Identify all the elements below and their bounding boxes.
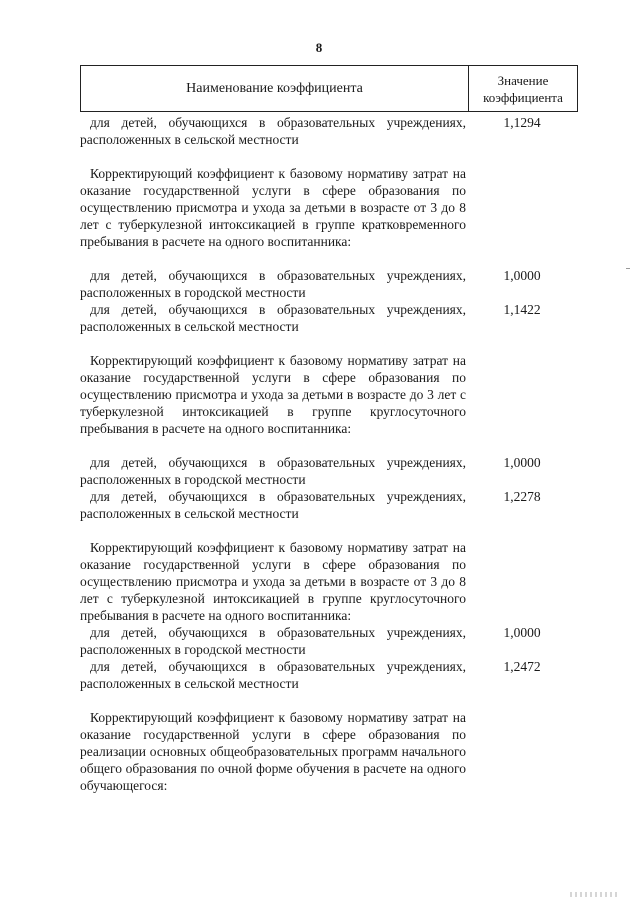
row-label: для детей, обучающихся в образовательных учреждениях, расположенных в сельской местности xyxy=(80,489,466,521)
header-value-column xyxy=(469,66,577,111)
header-name-column: Наименование коэффициента xyxy=(81,66,469,111)
row-value: 1,0000 xyxy=(503,268,541,283)
coefficient-row-urban-1 xyxy=(80,267,578,301)
coefficient-row-urban-2 xyxy=(80,454,578,488)
row-value: 1,2278 xyxy=(503,489,541,504)
table-header xyxy=(80,65,578,112)
coefficient-row-rural-0 xyxy=(80,114,578,148)
row-value: 1,1422 xyxy=(503,302,541,317)
margin-mark xyxy=(626,268,630,269)
row-label: для детей, обучающихся в образовательных учреждениях, расположенных в сельской местности xyxy=(80,302,466,334)
row-value: 1,0000 xyxy=(503,455,541,470)
row-label: для детей, обучающихся в образовательных учреждениях, расположенных в сельской местности xyxy=(80,115,466,147)
scan-artifact xyxy=(570,892,618,897)
row-label: для детей, обучающихся в образовательных учреждениях, расположенных в городской местности xyxy=(80,455,466,487)
row-label: для детей, обучающихся в образовательных учреждениях, расположенных в городской местности xyxy=(80,625,466,657)
row-value: 1,2472 xyxy=(503,659,541,674)
coefficient-row-rural-3 xyxy=(80,658,578,692)
row-label: для детей, обучающихся в образовательных учреждениях, расположенных в городской местности xyxy=(80,268,466,300)
row-value: 1,1294 xyxy=(503,115,541,130)
section-heading-2: Корректирующий коэффициент к базовому нормативу затрат на оказание государственной услуги в сфере образования по осуществлению присмотра и ухода за детьми в возрасте до 3 лет с туберкулезной интоксикацией в группе круглосуточного пребывания в расчете на одного воспитанника: xyxy=(80,353,466,436)
row-value: 1,0000 xyxy=(503,625,541,640)
page-number: 8 xyxy=(315,40,323,55)
coefficient-row-rural-1 xyxy=(80,301,578,335)
section-heading-4: Корректирующий коэффициент к базовому нормативу затрат на оказание государственной услуги в сфере образования по реализации основных общеобразовательных программ начального общего образования по очной форме обучения в расчете на одного обучающегося: xyxy=(80,710,466,793)
coefficient-list xyxy=(80,114,578,794)
header-value-line2: коэффициента xyxy=(483,89,563,105)
section-heading-1: Корректирующий коэффициент к базовому нормативу затрат на оказание государственной услуги в сфере образования по осуществлению присмотра и ухода за детьми в возрасте от 3 до 8 лет с туберкулезной интоксикацией в группе кратковременного пребывания в расчете на одного воспитанника: xyxy=(80,166,466,249)
header-value-line1: Значение xyxy=(497,72,549,88)
section-heading-3: Корректирующий коэффициент к базовому нормативу затрат на оказание государственной услуги в сфере образования по осуществлению присмотра и ухода за детьми в возрасте от 3 до 8 лет с туберкулезной интоксикацией в группе круглосуточного пребывания в расчете на одного воспитанника: xyxy=(80,540,466,623)
coefficient-row-rural-2 xyxy=(80,488,578,522)
row-label: для детей, обучающихся в образовательных учреждениях, расположенных в сельской местности xyxy=(80,659,466,691)
coefficient-row-urban-3 xyxy=(80,624,578,658)
